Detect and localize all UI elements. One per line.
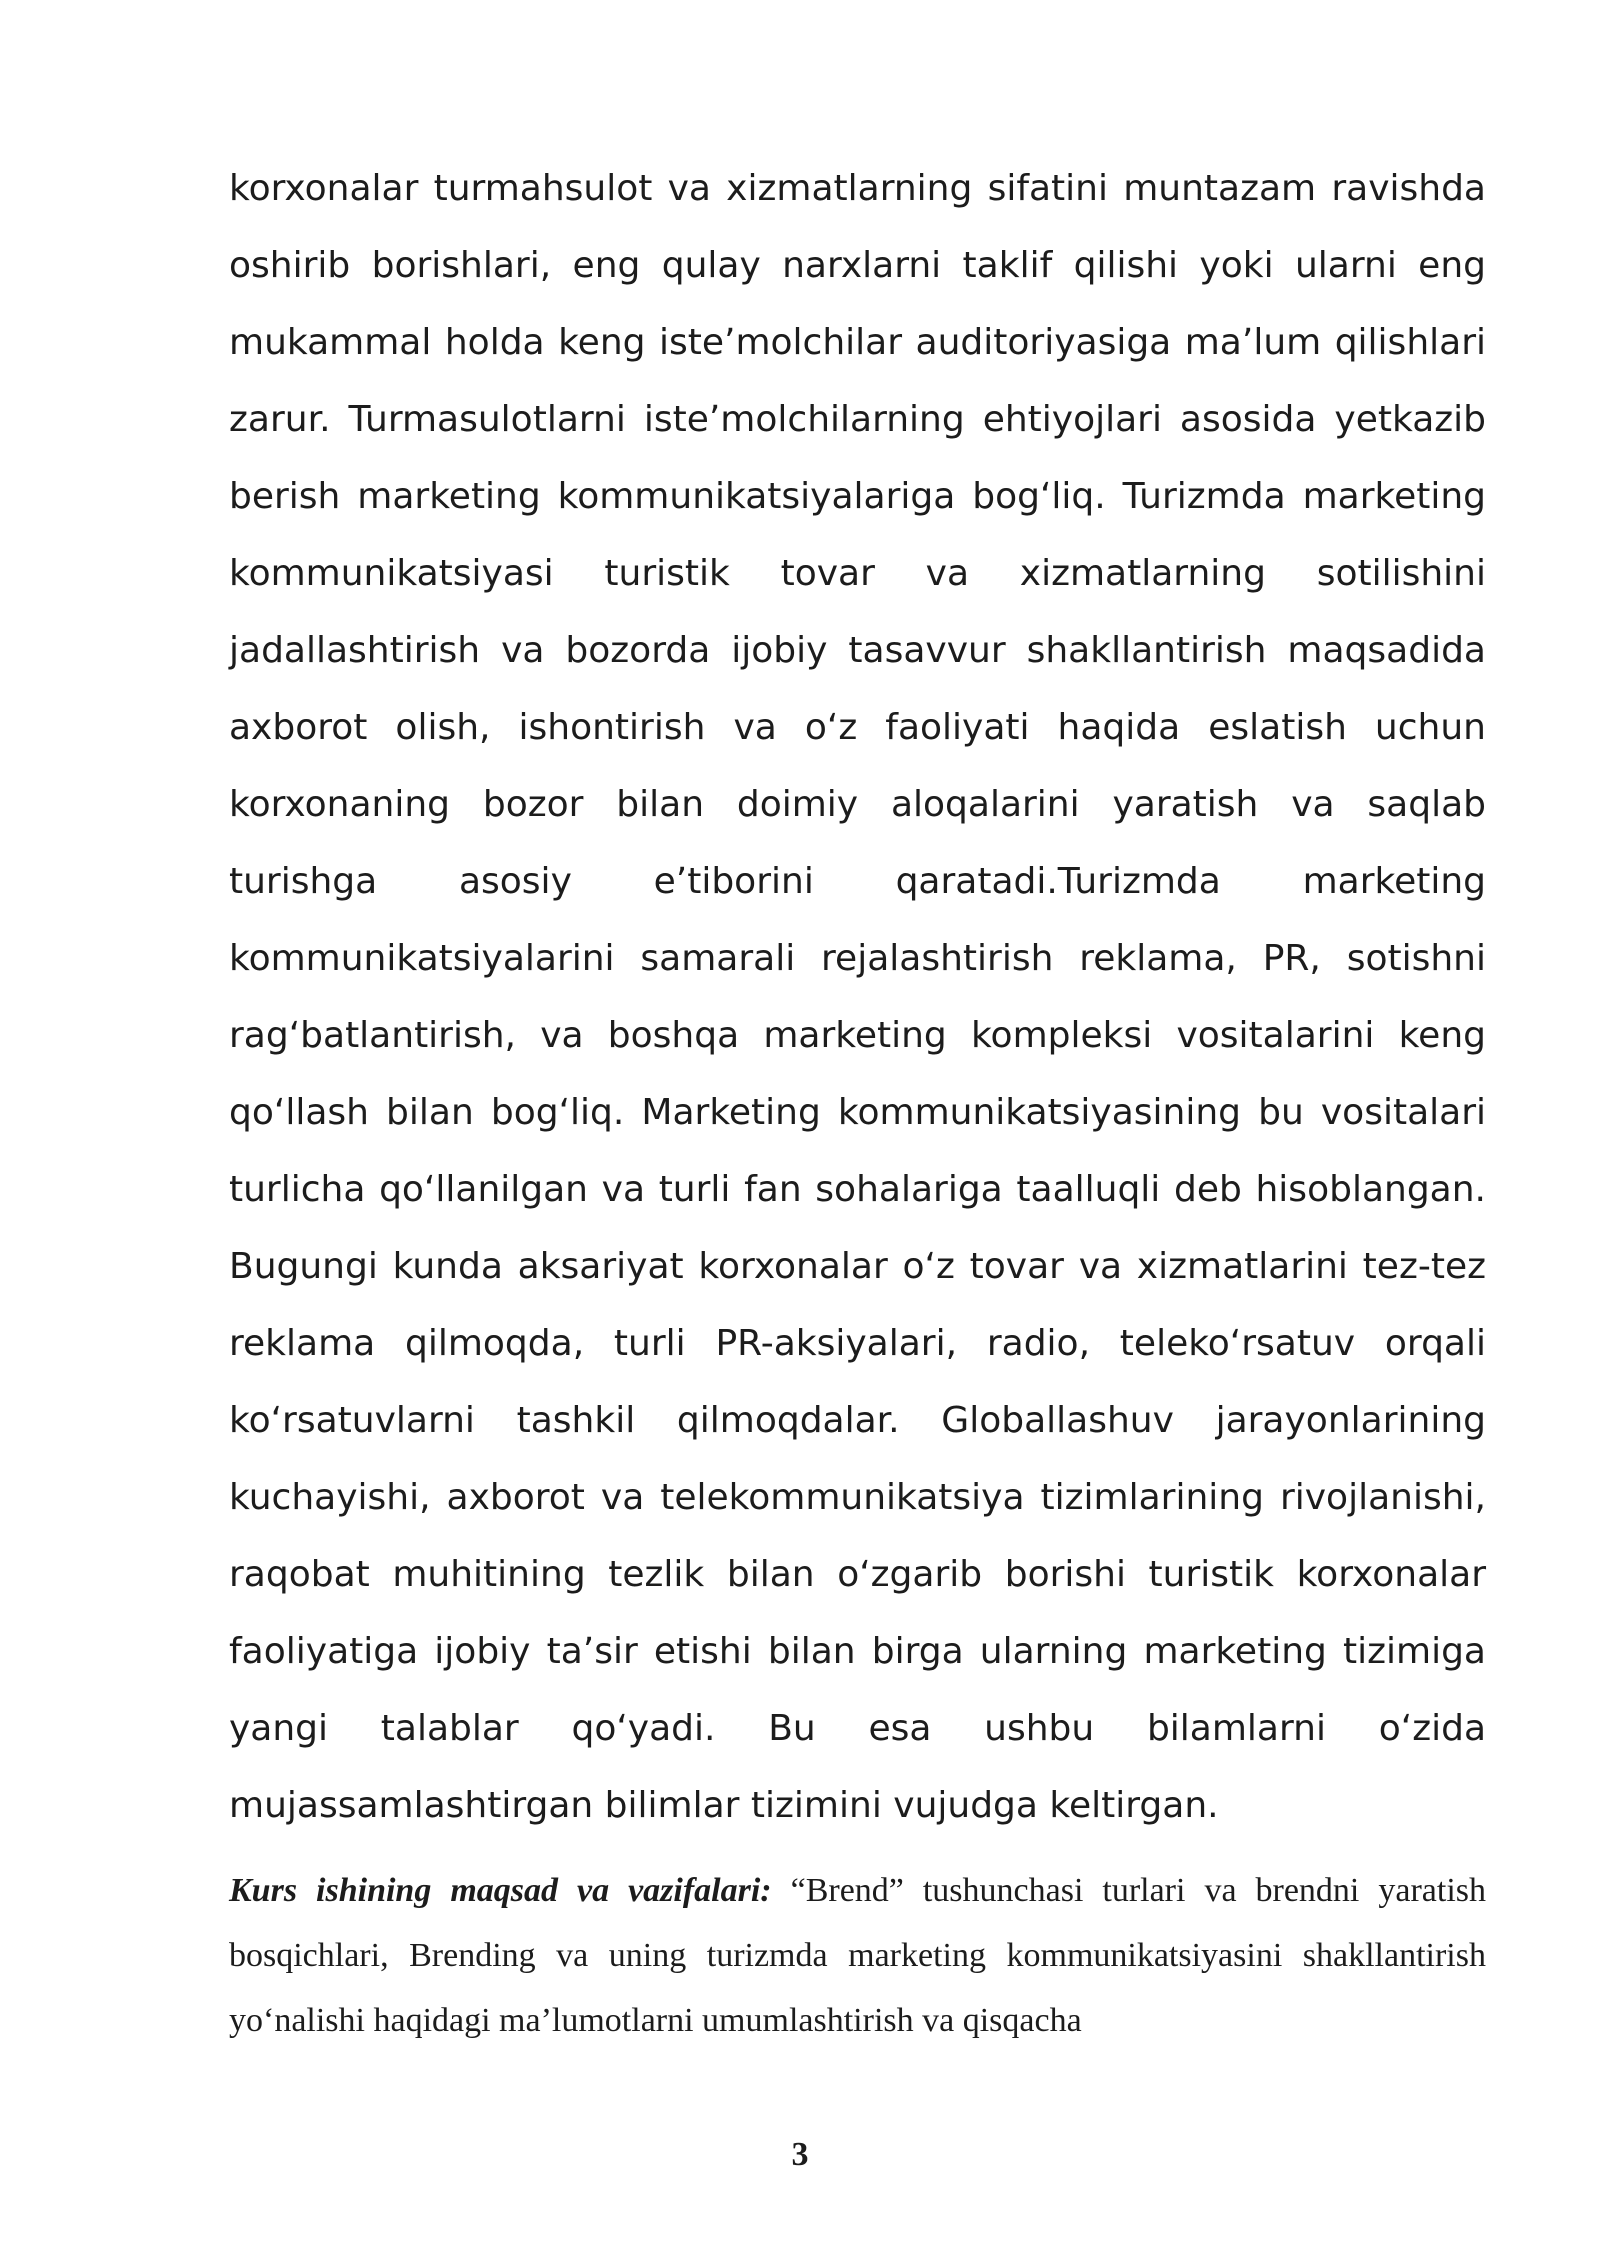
aims-paragraph — [229, 1858, 1486, 2053]
body-paragraph: korxonalar turmahsulot va xizmatlarning sifatini muntazam ravishda oshirib borishlari, eng qulay narxlarni taklif qilishi yoki ularni eng mukammal holda keng iste’molchilar auditoriyasiga ma’lum qilishlari zarur. Turmasulotlarni iste’molchilarning ehtiyojlari asosida yetkazib berish marketing kommunikatsiyalariga bog‘liq. Turizmda marketing kommunikatsiyasi turistik tovar va xizmatlarning sotilishini jadallashtirish va bozorda ijobiy tasavvur shakllantirish maqsadida axborot olish, ishontirish va o‘z faoliyati haqida eslatish uchun korxonaning bozor bilan doimiy aloqalarini yaratish va saqlab turishga asosiy e’tiborini qaratadi.Turizmda marketing kommunikatsiyalarini samarali rejalashtirish reklama, PR, sotishni rag‘batlantirish, va boshqa marketing kompleksi vositalarini keng qo‘llash bilan bog‘liq. Marketing kommunikatsiyasining bu vositalari turlicha qo‘llanilgan va turli fan sohalariga taalluqli deb hisoblangan. Bugungi kunda aksariyat korxonalar o‘z tovar va xizmatlarini tez-tez reklama qilmoqda, turli PR-aksiyalari, radio, teleko‘rsatuv orqali ko‘rsatuvlarni tashkil qilmoqdalar. Globallashuv jarayonlarining kuchayishi, axborot va telekommunikatsiya tizimlarining rivojlanishi, raqobat muhitining tezlik bilan o‘zgarib borishi turistik korxonalar faoliyatiga ijobiy ta’sir etishi bilan birga ularning marketing tizimiga yangi talablar qo‘yadi. Bu esa ushbu bilamlarni o‘zida mujassamlashtirgan bilimlar tizimini vujudga keltirgan. — [229, 168, 1486, 1826]
aims-text: “Brend” tushunchasi turlari va brendni yaratish bosqichlari, Brending va uning turizmda marketing kommunikatsiyasini shakllantirish yo‘nalishi haqidagi ma’lumotlarni umumlashtirish va qisqacha — [229, 1872, 1486, 2039]
aims-heading: Kurs ishining maqsad va vazifalari: — [229, 1872, 772, 1909]
page-number: 3 — [791, 2136, 809, 2173]
